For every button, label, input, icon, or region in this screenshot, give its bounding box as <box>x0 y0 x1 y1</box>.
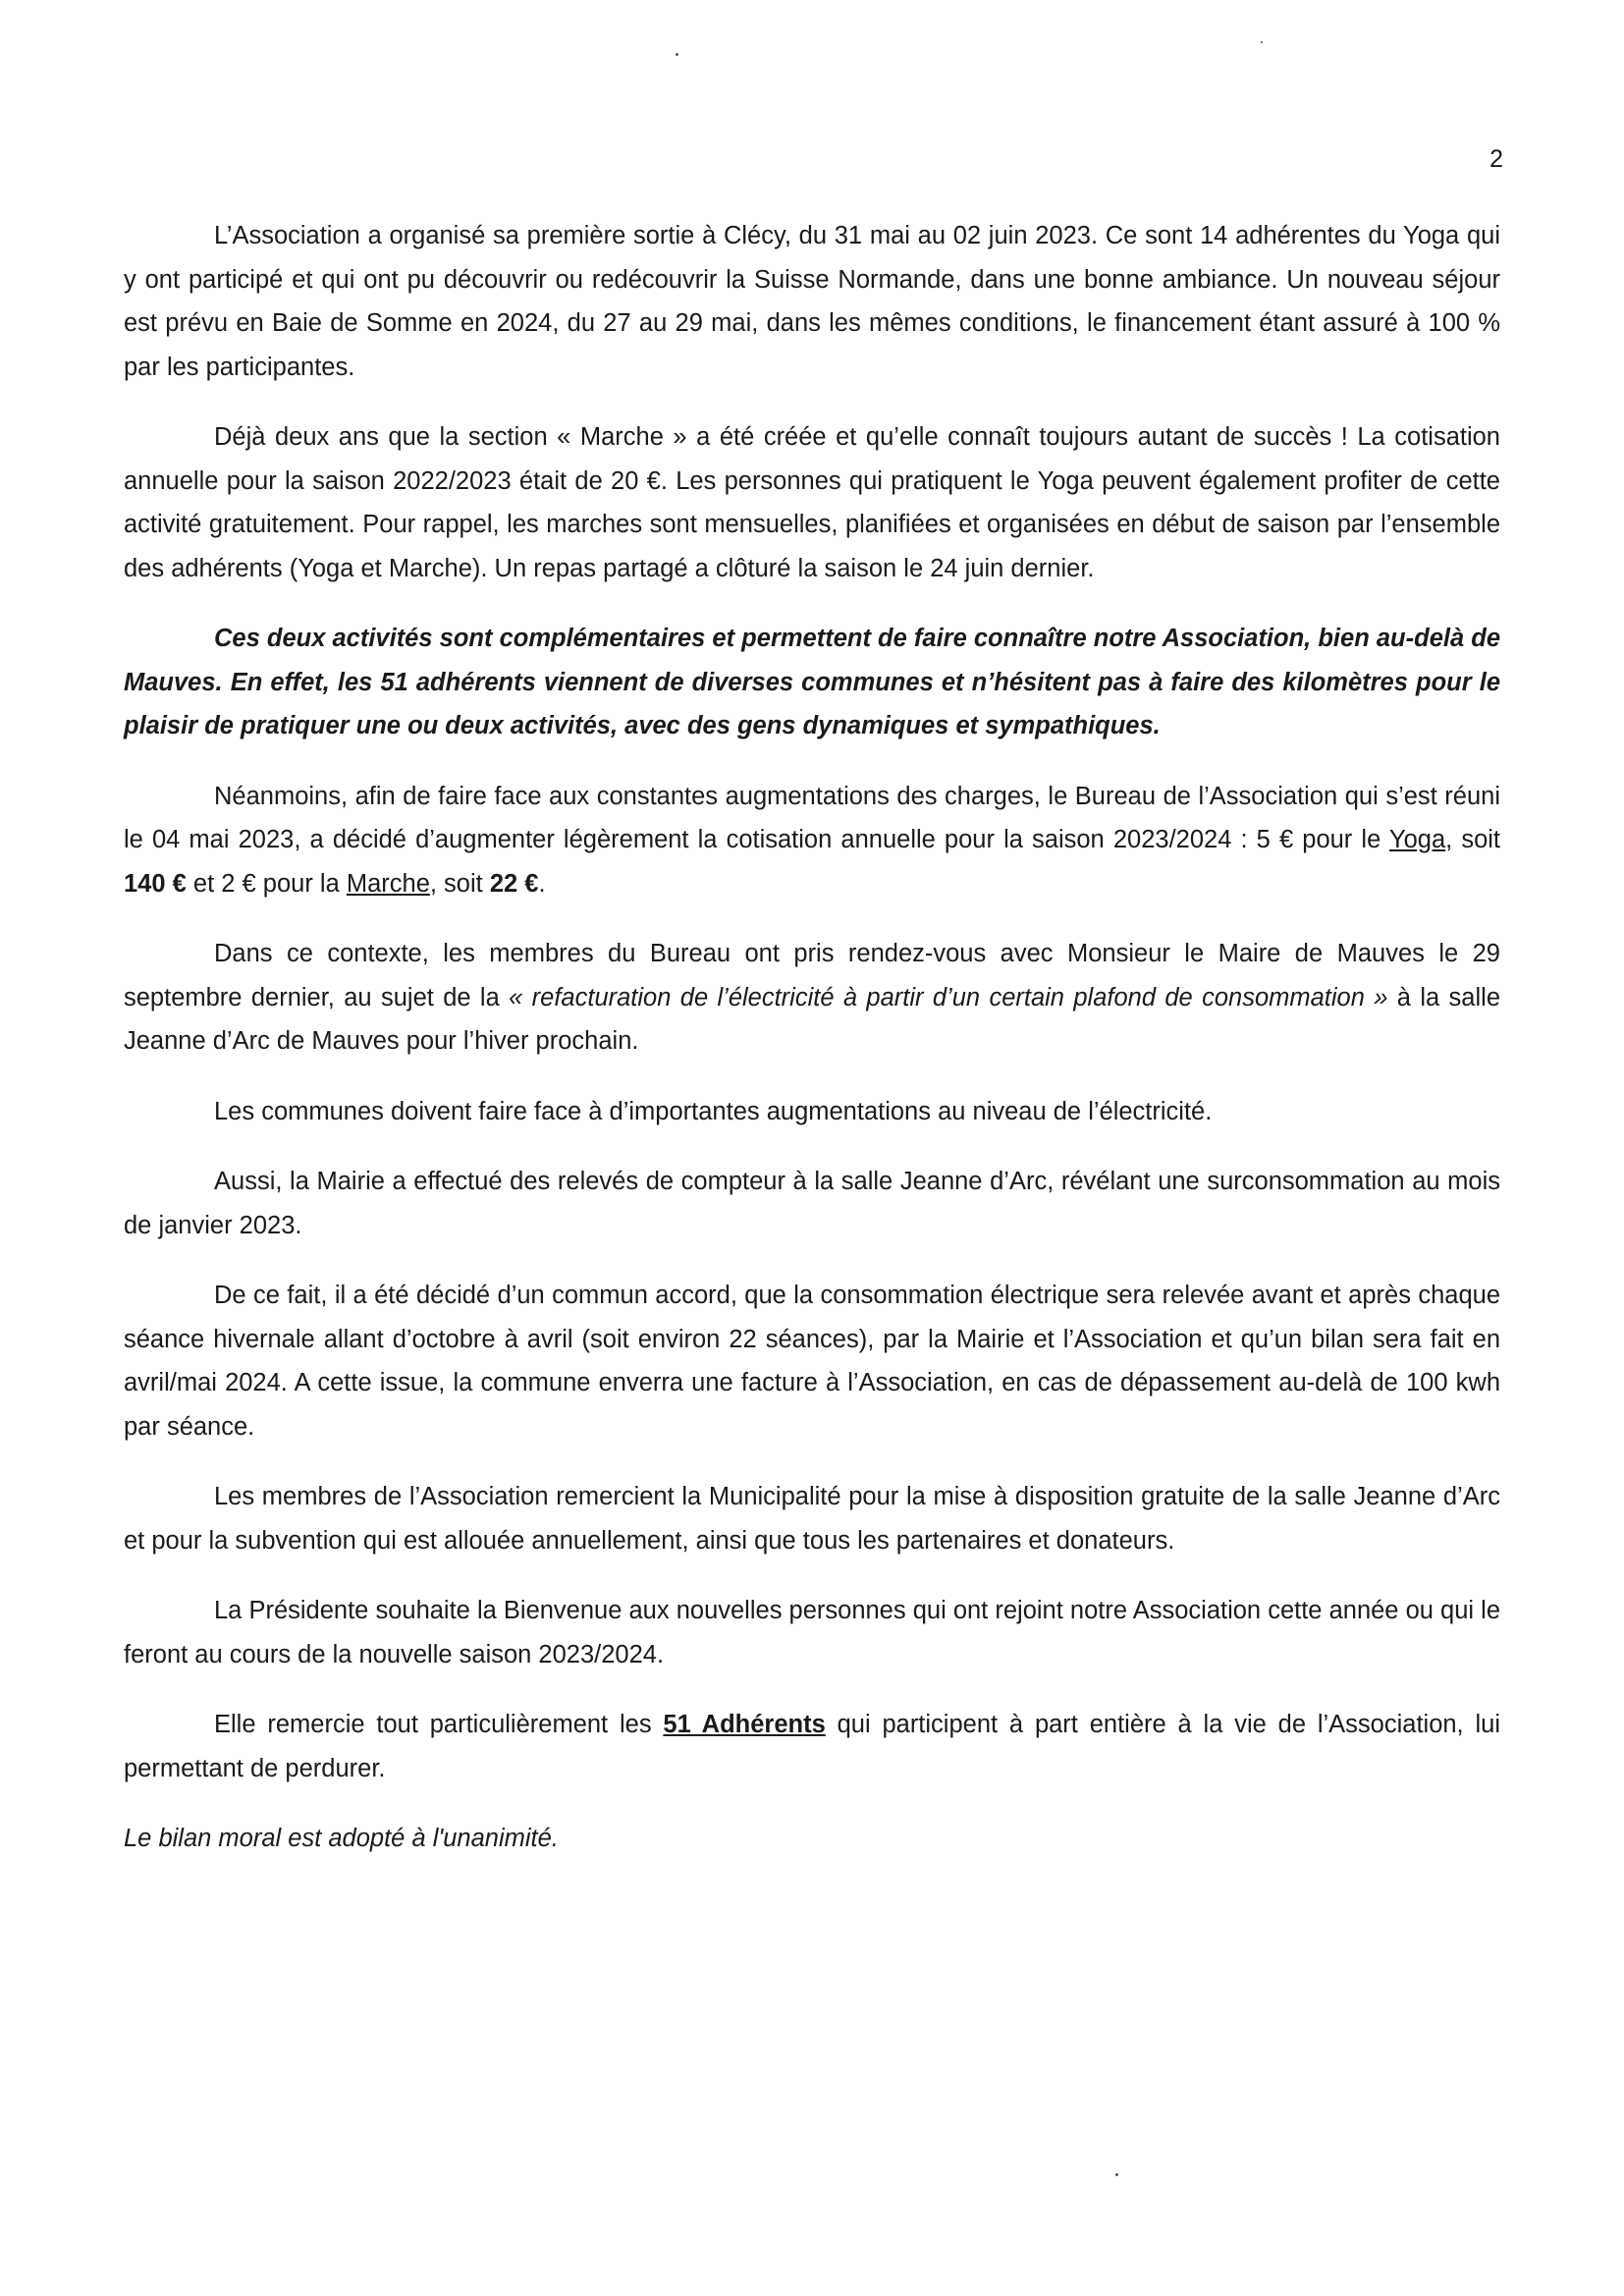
paragraph-thanks-members: Elle remercie tout particulièrement les 51 Adhérents qui participent à part entière à la vie de l’Association, lui permettant de perdurer. <box>124 1711 1500 1782</box>
closing-statement: Le bilan moral est adopté à l'unanimité. <box>124 1825 559 1852</box>
paragraph-activities-highlight: Ces deux activités sont complémentaires et permettent de faire connaître notre Association, bien au-delà de Mauves. En effet, les 51 adhérents viennent de diverses communes et n’hésitent pas à faire des kilomètres pour le plaisir de pratiquer une ou deux activités, avec des gens dynamiques et sympathiques. <box>124 625 1500 739</box>
paragraph-mayor-meeting: Dans ce contexte, les membres du Bureau ont pris rendez-vous avec Monsieur le Maire de Mauves le 29 septembre dernier, au sujet de la « refacturation de l’électricité à partir d’un certain plafond de consommation » à la salle Jeanne d’Arc de Mauves pour l’hiver prochain. <box>124 940 1501 1055</box>
members-count: 51 Adhérents <box>663 1711 826 1738</box>
yoga-fee-amount: 140 € <box>124 869 187 898</box>
marche-fee-amount: 22 € <box>489 869 539 898</box>
scan-speck <box>1261 41 1263 43</box>
paragraph-trip: L’Association a organisé sa première sortie à Clécy, du 31 mai au 02 juin 2023. Ce sont 14 adhérentes du Yoga qui y ont participé et qui ont pu découvrir ou redécouvrir la Suisse Normande, dans une bonne ambiance. Un nouveau séjour est prévu en Baie de Somme en 2024, du 27 au 29 mai, dans les mêmes conditions, le financement étant assuré à 100 % par les participantes. <box>124 222 1500 381</box>
paragraph-fee-increase: Néanmoins, afin de faire face aux constantes augmentations des charges, le Bureau de l’Association qui s’est réuni le 04 mai 2023, a décidé d’augmenter légèrement la cotisation annuelle pour la saison 2023/2024 : 5 € pour le Yoga, soit 140 € et 2 € pour la Marche, soit 22 €. <box>124 782 1500 898</box>
scan-speck <box>676 53 678 56</box>
yoga-label: Yoga <box>1388 826 1446 853</box>
page-number: 2 <box>1489 145 1503 173</box>
quoted-topic: « refacturation de l’électricité à partir d’un certain plafond de consommation » <box>509 983 1388 1011</box>
scan-speck <box>1115 2173 1118 2176</box>
document-body <box>124 214 1500 1887</box>
paragraph-meter-readings: Aussi, la Mairie a effectué des relevés de compteur à la salle Jeanne d’Arc, révélant une surconsommation au mois de janvier 2023. <box>124 1168 1500 1239</box>
paragraph-thanks-municipality: Les membres de l’Association remercient la Municipalité pour la mise à disposition gratuite de la salle Jeanne d’Arc et pour la subvention qui est allouée annuellement, ainsi que tous les partenaires et donateurs. <box>124 1483 1500 1555</box>
paragraph-agreement: De ce fait, il a été décidé d’un commun accord, que la consommation électrique sera relevée avant et après chaque séance hivernale allant d’octobre à avril (soit environ 22 séances), par la Mairie et l’Association et qu’un bilan sera fait en avril/mai 2024. A cette issue, la commune enverra une facture à l’Association, en cas de dépassement au-delà de 100 kwh par séance. <box>124 1282 1500 1441</box>
paragraph-electricity-costs: Les communes doivent faire face à d’importantes augmentations au niveau de l’électricité. <box>214 1097 1213 1125</box>
marche-label: Marche <box>346 869 430 898</box>
paragraph-welcome: La Présidente souhaite la Bienvenue aux nouvelles personnes qui ont rejoint notre Association cette année ou qui le feront au cours de la nouvelle saison 2023/2024. <box>124 1597 1500 1668</box>
paragraph-walking-section: Déjà deux ans que la section « Marche » a été créée et qu’elle connaît toujours autant de succès ! La cotisation annuelle pour la saison 2022/2023 était de 20 €. Les personnes qui pratiquent le Yoga peuvent également profiter de cette activité gratuitement. Pour rappel, les marches sont mensuelles, planifiées et organisées en début de saison par l’ensemble des adhérents (Yoga et Marche). Un repas partagé a clôturé la saison le 24 juin dernier. <box>124 423 1500 582</box>
